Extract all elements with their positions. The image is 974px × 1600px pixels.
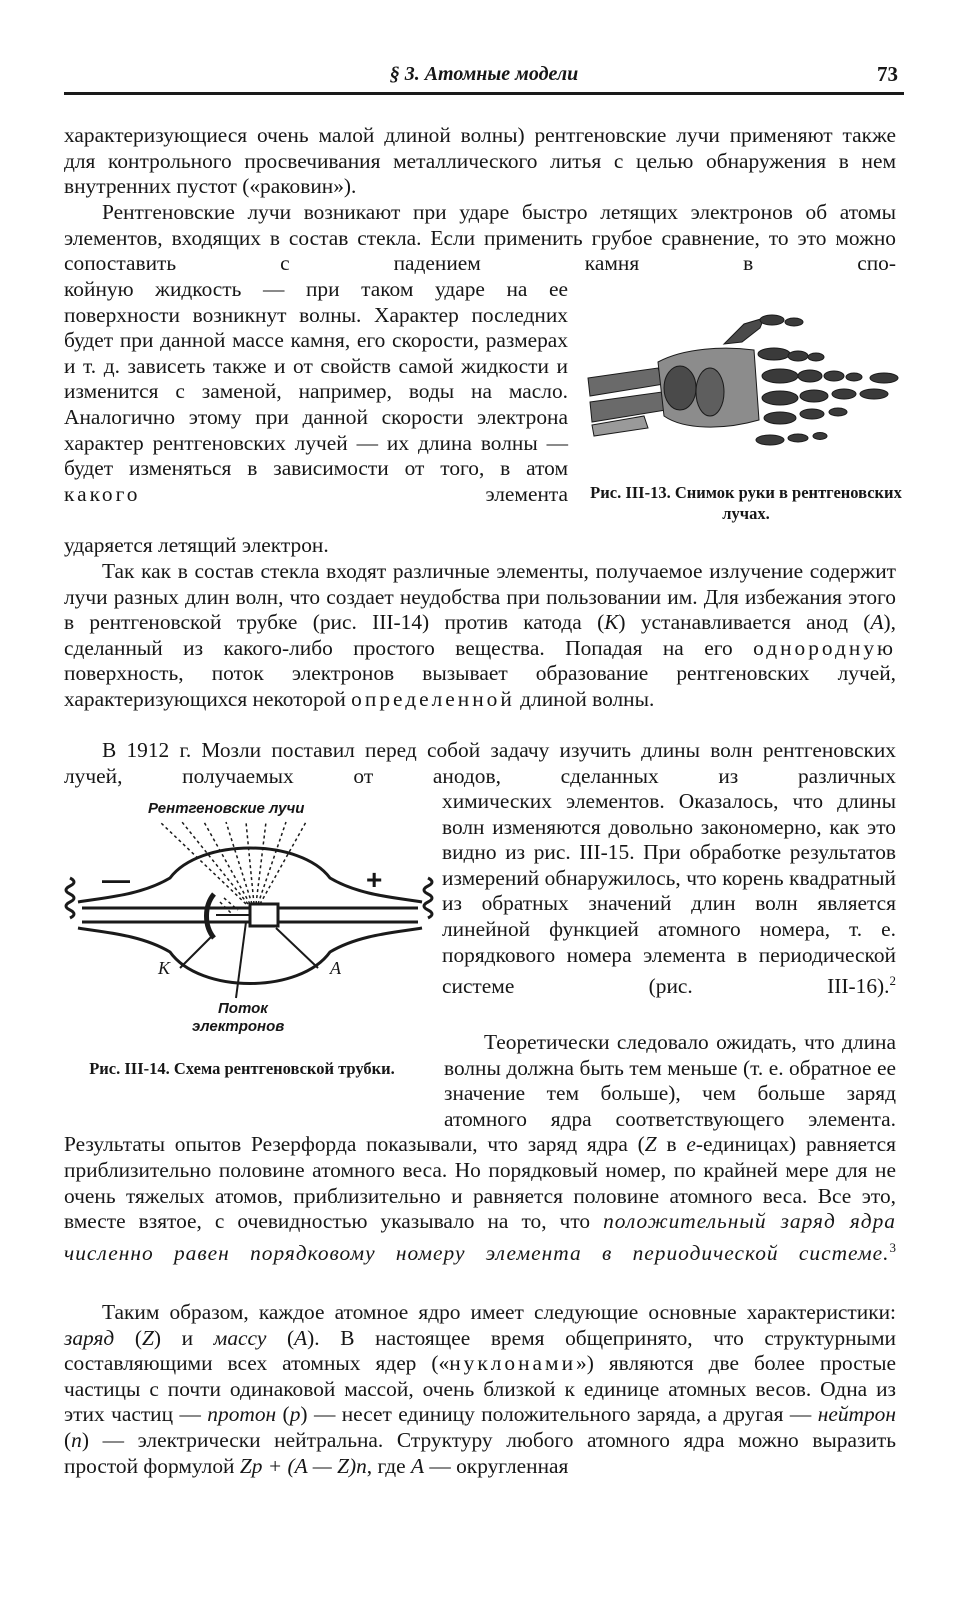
figure-13-caption	[586, 482, 906, 524]
paragraph-text: В 1912 г. Мозли поставил перед собой задачу изучить длины волн рентгеновских лучей, получаемых от анодов, сделанных из различных	[64, 738, 896, 788]
paragraph-text: -единицах) равняется приблизительно половине атомного веса. Но порядковый номер, по крайней мере для не очень тяжелых атомов, приблизительно и равняется половине атомного веса. Все это, вместе взятое, с очевидностью указывало на то, что	[64, 1132, 896, 1234]
paragraph-text: в	[656, 1132, 687, 1157]
italic-symbol: А	[294, 1325, 308, 1350]
italic-symbol: А	[870, 610, 884, 635]
footnote-marker: 2	[889, 973, 896, 989]
footnote-marker: 3	[889, 1239, 896, 1255]
anode-label: А	[330, 958, 341, 978]
figure-x-ray-hand	[584, 310, 906, 460]
italic-term: нейтрон	[817, 1402, 896, 1427]
paragraph-text: Рентгеновские лучи возникают при ударе быстро летящих электронов об атомы элементов, входящих в состав стекла. Если применить грубое сравнение, то это можно сопоставить с падением камня в спо-	[64, 200, 896, 276]
paragraph-text: ) устанавливается анод (	[618, 610, 871, 635]
paragraph-text: ), сделанный из какого-либо простого вещества. Попадая на его	[64, 610, 896, 660]
paragraph-text: и	[181, 1325, 194, 1350]
paragraph-text: — несет единицу положительного заряда, а другая —	[313, 1402, 812, 1427]
paragraph-anode	[64, 559, 896, 713]
tube-plus-sign: +	[366, 864, 383, 895]
paragraph-text: ») являются две более простые частицы с почти одинаковой массой, очень близкой к единице атомных весов. Одна из этих частиц —	[64, 1351, 896, 1427]
running-header	[64, 58, 904, 95]
paragraph-text: , где	[366, 1453, 406, 1478]
paragraph-text: длиной волны.	[520, 686, 655, 711]
electron-stream-label-1: Поток	[218, 1000, 268, 1017]
italic-symbol: p	[289, 1402, 301, 1427]
italic-term: протон	[207, 1402, 277, 1427]
page-number: 73	[877, 62, 898, 86]
paragraph-stone-analogy-end	[64, 533, 896, 559]
spaced-word: однородную	[753, 635, 896, 660]
italic-term: заряд	[64, 1325, 115, 1350]
italic-symbol: К	[604, 610, 619, 635]
paragraph-nucleus: Таким образом, каждое атомное ядро имеет следующие основные характеристики: заряд (Z) и массу (А). В настоящее время общепринято, что структурными составляющими всех атомных ядер («нуклонами») являются две более простые частицы с почти одинаковой массой, очень близкой к единице атомных весов. Одна из этих частиц — протон (p) — несет единицу положительного заряда, а другая — нейтрон (n) — электрически нейтральна. Структуру любого атомного ядра можно выразить простой формулой Zp + (A — Z)n, где A — округленная	[64, 1300, 896, 1478]
paragraph-text: поверхность, поток электронов вызывает образование рентгеновских лучей, характеризующихся некоторой	[64, 661, 896, 711]
paragraph-text: — электрически нейтральна. Структуру любого атомного ядра можно выразить простой формулой	[64, 1427, 896, 1478]
figure-label: Рис. III-14.	[89, 1059, 170, 1078]
spaced-word: какого	[64, 481, 141, 506]
electron-stream-label-2: электронов	[192, 1018, 285, 1035]
cathode-label: К	[158, 958, 170, 978]
paragraph-text: элемента	[485, 481, 568, 506]
paragraph-text: химических элементов. Оказалось, что длины волн изменяются довольно закономерно, как это видно из рис. III-15. При обработке результатов измерений обнаружилось, что корень квадратный из обратных значений длин волн является линейной функцией атомного номера, т. е. порядкового номера элемента в периодической системе (рис. III-16).	[442, 789, 896, 999]
italic-symbol: е	[686, 1132, 696, 1157]
tube-minus-sign: —	[102, 864, 130, 895]
section-title: § 3. Атомные модели	[389, 63, 579, 85]
paragraph-text: Таким образом, каждое атомное ядро имеет следующие основные характеристики:	[102, 1300, 896, 1324]
paragraph-text: — округленная	[429, 1453, 569, 1478]
paragraph-text: характеризующиеся очень малой длиной волны) рентгеновские лучи применяют также для контрольного просвечивания металлического литья с целью обнаружения в нем внутренних пустот («раковин»).	[64, 123, 896, 199]
italic-symbol: Z	[141, 1325, 154, 1350]
italic-symbol: n	[71, 1427, 82, 1452]
paragraph-text: . В настоящее время общепринято, что структурными составляющими всех атомных ядер («	[64, 1325, 896, 1376]
paragraph-text: Теоретически следовало ожидать, что длина волны должна быть тем меньше (т. е. обратное ее значение тем больше), чем больше заряд атомного ядра соответствующего элемента. Результаты опытов Резерфорда показывали, что заряд ядра (	[64, 1030, 896, 1157]
italic-symbol: Z	[644, 1132, 657, 1157]
paragraph-xray-origin	[64, 200, 896, 277]
italic-term: массу	[213, 1325, 267, 1350]
paragraph-text: Так как в состав стекла входят различные элементы, получаемое излучение содержит лучи разных длин волн, что создает неудобства при пользовании им. Для избежания этого в рентгеновской трубке (рис. III-14) против катода (	[64, 559, 896, 635]
figure-label: Рис. III-13.	[590, 483, 671, 502]
paragraph-text: койную жидкость — при таком ударе на ее поверхности возникнут волны. Характер последних будет при данной массе камня, его скорости, размерах и т. д. зависеть также и от свойств самой жидкости и изменится с заменой, например, воды на масло. Аналогично этому при данной скорости электрона характер рентгеновских лучей — их длина волны — будет изменяться в зависимости от того, в атом	[64, 277, 568, 481]
figure-caption-text: Снимок руки в рентгеновских лучах.	[674, 483, 902, 523]
spaced-word: нуклонами	[449, 1351, 577, 1376]
italic-symbol: A	[410, 1453, 425, 1478]
figure-caption-text: Схема рентгеновской трубки.	[173, 1059, 395, 1078]
paragraph-moseley	[64, 738, 896, 789]
paragraph-text: ударяется летящий электрон.	[64, 533, 329, 557]
paragraph-continuation	[64, 123, 896, 200]
paragraph-theory	[64, 1030, 896, 1266]
spaced-word: определенной	[351, 686, 515, 711]
paragraph-moseley-results	[442, 789, 896, 1000]
rays-label: Рентгеновские лучи	[148, 800, 305, 817]
figure-x-ray-tube	[60, 818, 440, 1028]
figure-wrap-spacer	[64, 1030, 444, 1132]
paragraph-stone-analogy	[64, 277, 568, 507]
italic-emphasis: положительный заряд ядра численно равен порядковому номеру элемента в периодической системе.	[64, 1209, 896, 1265]
formula: Zp + (A — Z)n	[239, 1453, 367, 1478]
